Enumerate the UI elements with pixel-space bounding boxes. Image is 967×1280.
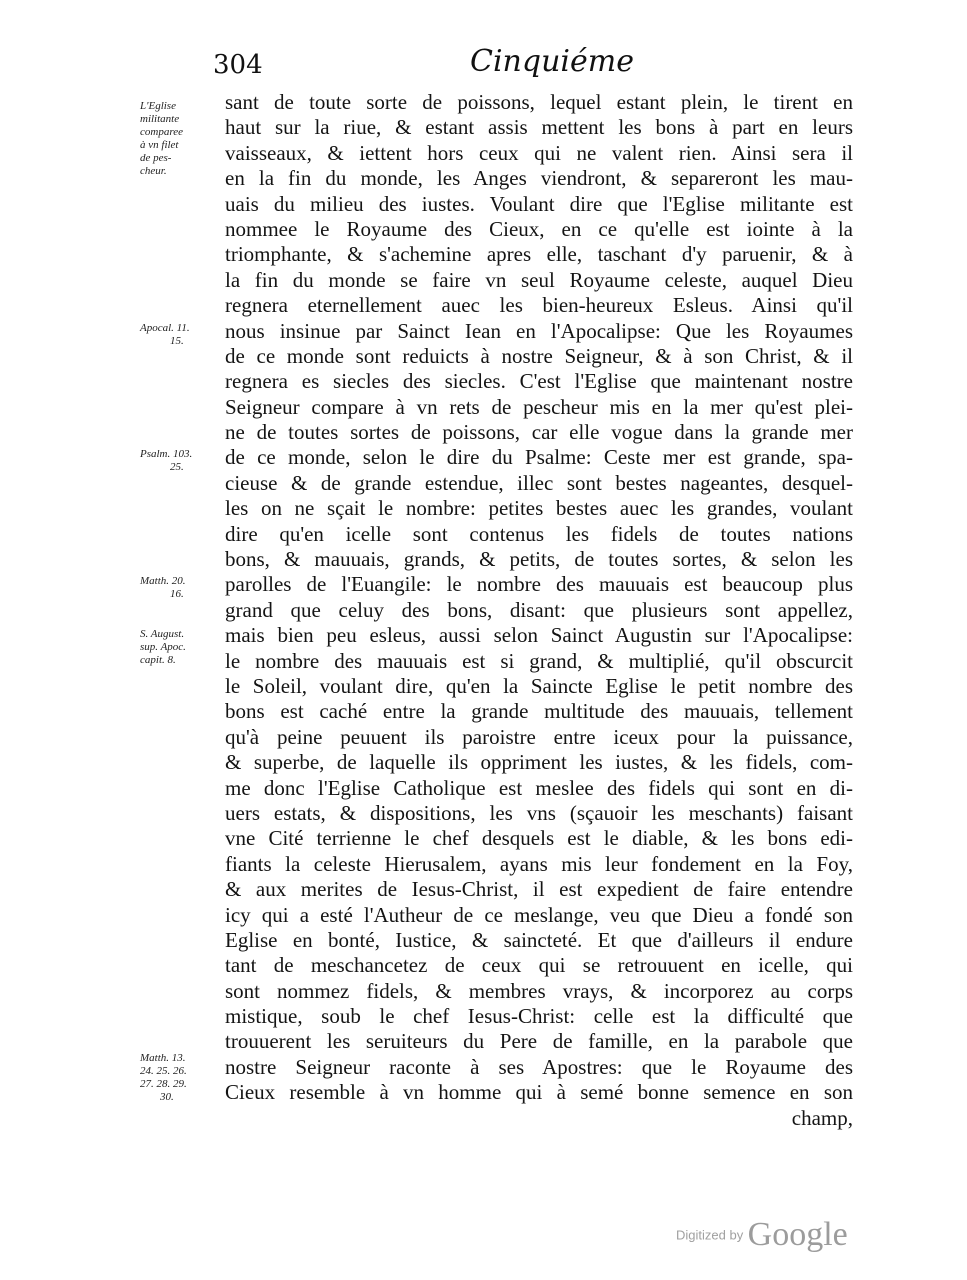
text-line: uers estats, & dispositions, les vns (sçauoir les meschants) faisant xyxy=(225,800,853,825)
google-logo: Google xyxy=(747,1216,848,1253)
marginal-line: militante xyxy=(140,113,180,125)
text-line: sont nommez fidels, & membres vrays, & incorporez au corps xyxy=(225,978,853,1003)
text-line: regnera es siecles des siecles. C'est l'Eglise que maintenant nostre xyxy=(225,369,853,394)
text-line: champ, xyxy=(791,1105,853,1130)
marginal-line: comparee xyxy=(140,126,183,138)
marginal-line: à vn filet xyxy=(140,139,179,151)
marginal-line: 16. xyxy=(170,588,184,600)
marginal-line: 24. 25. 26. xyxy=(140,1065,187,1077)
marginal-line: sup. Apoc. xyxy=(140,641,186,653)
text-line: & superbe, de laquelle ils oppriment les iustes, & les fidels, com- xyxy=(225,750,853,775)
text-line: regnera eternellement auec les bien-heureux Esleus. Ainsi qu'il xyxy=(225,293,853,318)
text-line: nous insinue par Sainct Iean en l'Apocalipse: Que les Royaumes xyxy=(225,318,853,343)
marginal-line: Psalm. 103. xyxy=(140,448,193,460)
marginal-note xyxy=(140,628,220,667)
marginal-line: S. August. xyxy=(140,628,185,640)
text-line: uais du milieu des iustes. Voulant dire que l'Eglise militante est xyxy=(225,191,853,216)
marginal-note xyxy=(140,448,220,474)
text-line: bons, & mauuais, grands, & petits, de toutes sortes, & selon les xyxy=(225,547,853,572)
marginal-line: cheur. xyxy=(140,165,167,177)
text-line: mais bien peu esleus, aussi selon Sainct Augustin sur l'Apocalipse: xyxy=(225,623,853,648)
marginal-line: Apocal. 11. xyxy=(140,322,190,334)
text-line: les on ne sçait le nombre: petites bestes auec les grandes, voulant xyxy=(225,496,853,521)
marginal-note xyxy=(140,322,220,348)
marginal-note xyxy=(140,100,220,178)
text-line: la fin du monde se faire vn seul Royaume celeste, auquel Dieu xyxy=(225,267,853,292)
marginal-line: Matth. 13. xyxy=(140,1052,186,1064)
text-line: le nombre des mauuais est si grand, & multiplié, qu'il obscurcit xyxy=(225,648,853,673)
text-line: vne Cité terrienne le chef desquels est le diable, & les bons edi- xyxy=(225,826,853,851)
text-line: fiants la celeste Hierusalem, ayans mis leur fondement en la Foy, xyxy=(225,851,853,876)
marginal-line: 15. xyxy=(170,335,184,347)
marginal-line: 27. 28. 29. xyxy=(140,1078,187,1090)
digitized-watermark xyxy=(676,1216,848,1254)
text-line: haut sur la riue, & estant assis mettent les bons à part en leurs xyxy=(225,115,853,140)
text-line: dire qu'en icelle sont contenus les fidels de toutes nations xyxy=(225,521,853,546)
text-line: bons est caché entre la grande multitude des mauuais, tellement xyxy=(225,699,853,724)
text-line: trouuerent les seruiteurs du Pere de famille, en la parabole que xyxy=(225,1029,853,1054)
text-line: sant de toute sorte de poissons, lequel estant plein, le tirent en xyxy=(225,90,853,114)
page-number: 304 xyxy=(213,50,263,80)
marginal-line: de pes- xyxy=(140,152,172,164)
running-title: Cinquiéme xyxy=(470,44,634,79)
text-line: ne de toutes sortes de poissons, car elle vogue dans la grande mer xyxy=(225,420,853,445)
digitized-label: Digitized by xyxy=(676,1227,744,1243)
text-line: me donc l'Eglise Catholique est meslee des fidels qui sont en di- xyxy=(225,775,853,800)
marginal-line: Matth. 20. xyxy=(140,575,186,587)
text-line: nommee le Royaume des Cieux, en ce qu'elle est iointe à la xyxy=(225,216,853,241)
text-line: & aux merites de Iesus-Christ, il est expedient de faire entendre xyxy=(225,877,853,902)
text-line: triomphante, & s'achemine apres elle, taschant d'y paruenir, & à xyxy=(225,242,853,267)
marginal-note xyxy=(140,1052,220,1104)
text-line: cieuse & de grande estendue, illec sont bestes nageantes, desquel- xyxy=(225,470,853,495)
text-line: vaisseaux, & iettent hors ceux qui ne valent rien. Ainsi sera il xyxy=(225,140,853,165)
marginal-line: 25. xyxy=(170,461,184,473)
text-line: icy qui a esté l'Autheur de ce meslange, veu que Dieu a fondé son xyxy=(225,902,853,927)
text-line: qu'à peine peuuent ils paroistre entre iceux pour la puissance, xyxy=(225,724,853,749)
text-line: parolles de l'Euangile: le nombre des mauuais est beaucoup plus xyxy=(225,572,853,597)
text-line: tant de meschancetez de ceux qui se retrouuent en icelle, qui xyxy=(225,953,853,978)
text-line: mistique, soub le chef Iesus-Christ: celle est la difficulté que xyxy=(225,1004,853,1029)
text-line: le Soleil, voulant dire, qu'en la Saincte Eglise le petit nombre des xyxy=(225,673,853,698)
text-line: grand que celuy des bons, disant: que plusieurs sont appellez, xyxy=(225,597,853,622)
text-line: Seigneur compare à vn rets de pescheur mis en la mer qu'est plei- xyxy=(225,394,853,419)
marginal-line: capit. 8. xyxy=(140,654,176,666)
marginal-line: 30. xyxy=(160,1091,174,1103)
text-line: de ce monde, selon le dire du Psalme: Ceste mer est grande, spa- xyxy=(225,445,853,470)
text-line: nostre Seigneur raconte à ses Apostres: que le Royaume des xyxy=(225,1054,853,1079)
marginal-line: L'Eglise xyxy=(140,100,176,112)
text-line: en la fin du monde, les Anges viendront, & separeront les mau- xyxy=(225,166,853,191)
text-line: de ce monde sont reduicts à nostre Seigneur, & à son Christ, & il xyxy=(225,343,853,368)
body-text xyxy=(225,90,853,1131)
marginal-note xyxy=(140,575,220,601)
text-line: Eglise en bonté, Iustice, & saincteté. Et que d'ailleurs il endure xyxy=(225,927,853,952)
text-line: Cieux resemble à vn homme qui à semé bonne semence en son xyxy=(225,1080,853,1105)
